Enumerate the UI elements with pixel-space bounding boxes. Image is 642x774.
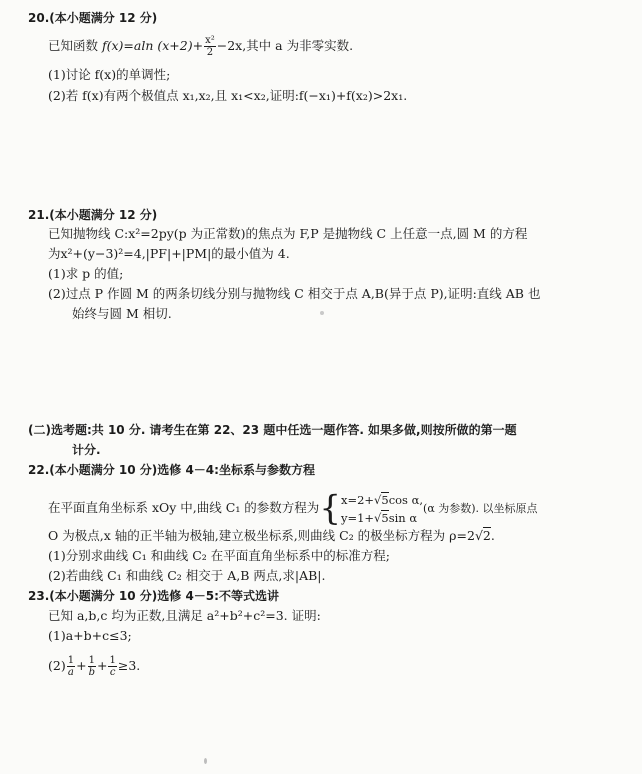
q22-part1: (1)分别求曲线 C₁ 和曲线 C₂ 在平面直角坐标系中的标准方程;	[48, 548, 390, 563]
q23-heading: 23.(本小题满分 10 分)选修 4－5:不等式选讲	[28, 589, 279, 603]
q20-fraction	[204, 35, 216, 58]
q23-part2-prefix: (2)	[48, 658, 66, 673]
q23-frac-b	[88, 655, 96, 678]
q20-stem	[48, 35, 353, 58]
q21-part2-line2: 始终与圆 M 相切.	[72, 306, 172, 321]
q22-line1-suffix: (α 为参数). 以坐标原点	[423, 502, 538, 515]
q22-eq-x: x=2+√5cos α,	[340, 492, 424, 507]
q23-frac-c-num: 1	[109, 655, 116, 666]
q23-frac-b-num: 1	[88, 655, 95, 666]
q20-frac-num: x²	[205, 35, 215, 46]
scan-speck	[320, 311, 324, 315]
q21-part2-line1: (2)过点 P 作圆 M 的两条切线分别与抛物线 C 相交于点 A,B(异于点 P),证明:直线 AB 也	[48, 286, 541, 301]
q20-frac-den: 2	[206, 47, 214, 58]
q23-frac-a-num: 1	[67, 655, 75, 666]
q21-part1: (1)求 p 的值;	[48, 266, 124, 281]
q22-eq-x-left: x=2+	[340, 492, 375, 507]
q22-brace: {	[319, 488, 341, 529]
q22-line1-prefix: 在平面直角坐标系 xOy 中,曲线 C₁ 的参数方程为	[48, 500, 320, 515]
q23-frac-c	[108, 655, 116, 678]
q22-eq-y-radicand: 5	[381, 510, 389, 525]
elective-section-line1: (二)选考题:共 10 分. 请考生在第 22、23 题中任选一题作答. 如果多做,则按所做的第一题	[28, 423, 517, 437]
q22-line2-end: .	[490, 528, 495, 543]
q20-stem-function: f(x)=aln (x+2)+	[101, 38, 204, 53]
q22-eq-x-radicand: 5	[381, 492, 389, 507]
q22-line1	[48, 488, 538, 529]
q22-line2-radicand: 2	[482, 528, 491, 543]
q23-frac-b-den: b	[88, 667, 95, 678]
q23-part2-suffix: ≥3.	[117, 658, 141, 673]
q23-part1: (1)a+b+c≤3;	[48, 628, 132, 643]
elective-section-line2: 计分.	[72, 443, 101, 457]
q22-equation-system	[341, 491, 423, 527]
q22-line2: O 为极点,x 轴的正半轴为极轴,建立极坐标系,则曲线 C₂ 的极坐标方程为 ρ=2√2.	[48, 528, 495, 543]
q20-part2: (2)若 f(x)有两个极值点 x₁,x₂,且 x₁<x₂,证明:f(−x₁)+f(x₂)>2x₁.	[48, 88, 408, 103]
q21-heading: 21.(本小题满分 12 分)	[28, 208, 158, 222]
q23-frac-c-den: c	[109, 667, 116, 678]
q22-heading: 22.(本小题满分 10 分)选修 4－4:坐标系与参数方程	[28, 463, 315, 477]
q21-line2: 为x²+(y−3)²=4,|PF|+|PM|的最小值为 4.	[48, 246, 290, 261]
q20-stem-suffix: −2x,其中 a 为非零实数.	[216, 38, 354, 53]
q21-line1: 已知抛物线 C:x²=2py(p 为正常数)的焦点为 F,P 是抛物线 C 上任意一点,圆 M 的方程	[48, 226, 528, 241]
q20-heading: 20.(本小题满分 12 分)	[28, 11, 158, 25]
q23-frac-a-den: a	[67, 667, 74, 678]
q22-line2-text: O 为极点,x 轴的正半轴为极轴,建立极坐标系,则曲线 C₂ 的极坐标方程为 ρ=2	[48, 528, 475, 543]
q22-eq-x-right: cos α,	[388, 492, 424, 507]
q23-part2	[48, 652, 140, 680]
q23-frac-a	[67, 655, 75, 678]
q22-eq-y: y=1+√5sin α	[340, 510, 418, 525]
q20-part1: (1)讨论 f(x)的单调性;	[48, 67, 171, 82]
q20-stem-prefix: 已知函数	[48, 38, 102, 53]
q22-part2: (2)若曲线 C₁ 和曲线 C₂ 相交于 A,B 两点,求|AB|.	[48, 568, 326, 583]
q23-plus-2: +	[96, 658, 108, 673]
q23-plus-1: +	[76, 658, 87, 673]
q22-eq-y-left: y=1+	[340, 510, 375, 525]
q23-line1: 已知 a,b,c 均为正数,且满足 a²+b²+c²=3. 证明:	[48, 608, 321, 623]
scan-speck	[204, 758, 207, 764]
q22-eq-y-right: sin α	[388, 510, 418, 525]
